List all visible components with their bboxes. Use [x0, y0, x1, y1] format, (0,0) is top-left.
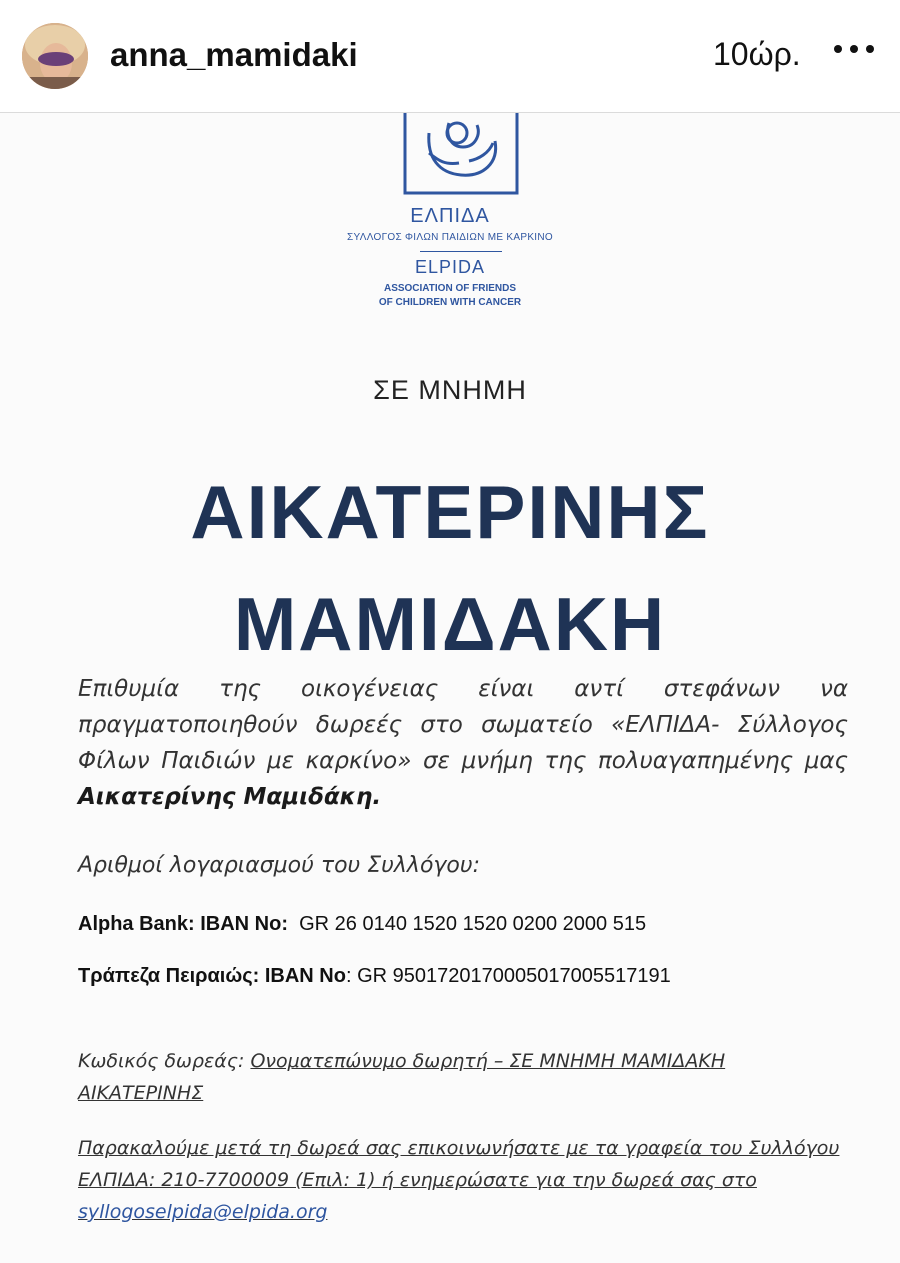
org-name-greek: ΕΛΠΙΔΑ: [410, 205, 490, 227]
post-header: [0, 0, 900, 113]
donation-paragraph: [78, 671, 848, 815]
paragraph-text: Επιθυμία της οικογένειας είναι αντί στεφάνων να πραγματοποιηθούν δωρεές στο σωματείο «ΕΛΠΙΔΑ- Σύλλογος Φίλων Παιδιών με καρκίνο» σε μνήμη της πολυαγαπημένης μας: [78, 676, 848, 774]
contact-text: Παρακαλούμε μετά τη δωρεά σας επικοινωνήσατε με τα γραφεία του Συλλόγου ΕΛΠΙΔΑ: 210-7700009 (Επιλ: 1) ή ενημερώσατε για την δωρεά σας στο: [78, 1137, 840, 1191]
org-subtitle-english-2: OF CHILDREN WITH CANCER: [378, 297, 522, 308]
more-options-icon[interactable]: [832, 42, 876, 56]
logo-divider: [420, 251, 502, 252]
bank-account-alpha: [78, 913, 646, 936]
org-name-english: ELPIDA: [414, 257, 486, 277]
donation-code: [78, 1045, 838, 1109]
code-value: Ονοματεπώνυμο δωρητή – ΣΕ ΜΝΗΜΗ ΜΑΜΙΔΑΚΗ ΑΙΚΑΤΕΡΙΝΗΣ: [78, 1050, 726, 1104]
bank2-label: Τράπεζα Πειραιώς: IBAN No: [78, 965, 346, 987]
accounts-title: Αριθμοί λογαριασμού του Συλλόγου:: [78, 853, 481, 878]
email-link[interactable]: syllogoselpida@elpida.org: [78, 1201, 328, 1223]
avatar[interactable]: [22, 23, 88, 89]
org-subtitle-english-1: ASSOCIATION OF FRIENDS: [383, 283, 517, 294]
deceased-first-name: ΑΙΚΑΤΕΡΙΝΗΣ: [190, 470, 710, 554]
bank1-iban: GR 26 0140 1520 1520 0200 2000 515: [299, 913, 647, 935]
in-memory-heading: ΣΕ ΜΝΗΜΗ: [373, 375, 527, 405]
deceased-last-name: ΜΑΜΙΔΑΚΗ: [233, 582, 667, 666]
elpida-logo-icon: [399, 113, 525, 195]
bank1-label: Alpha Bank: IBAN No:: [78, 913, 288, 935]
username-link[interactable]: anna_mamidaki: [110, 36, 358, 73]
paragraph-name: Αικατερίνης Μαμιδάκη.: [78, 784, 382, 810]
bank2-iban: : GR 9501720170005017005517191: [345, 965, 671, 987]
org-subtitle-greek: ΣΥΛΛΟΓΟΣ ΦΙΛΩΝ ΠΑΙΔΙΩΝ ΜΕ ΚΑΡΚΙΝΟ: [347, 232, 553, 243]
code-label: Κωδικός δωρεάς:: [78, 1050, 245, 1072]
contact-instructions: [78, 1132, 848, 1228]
post-time[interactable]: 10ώρ.: [713, 36, 801, 72]
post-image-document[interactable]: [0, 113, 900, 1263]
bank-account-piraeus: [78, 965, 671, 988]
